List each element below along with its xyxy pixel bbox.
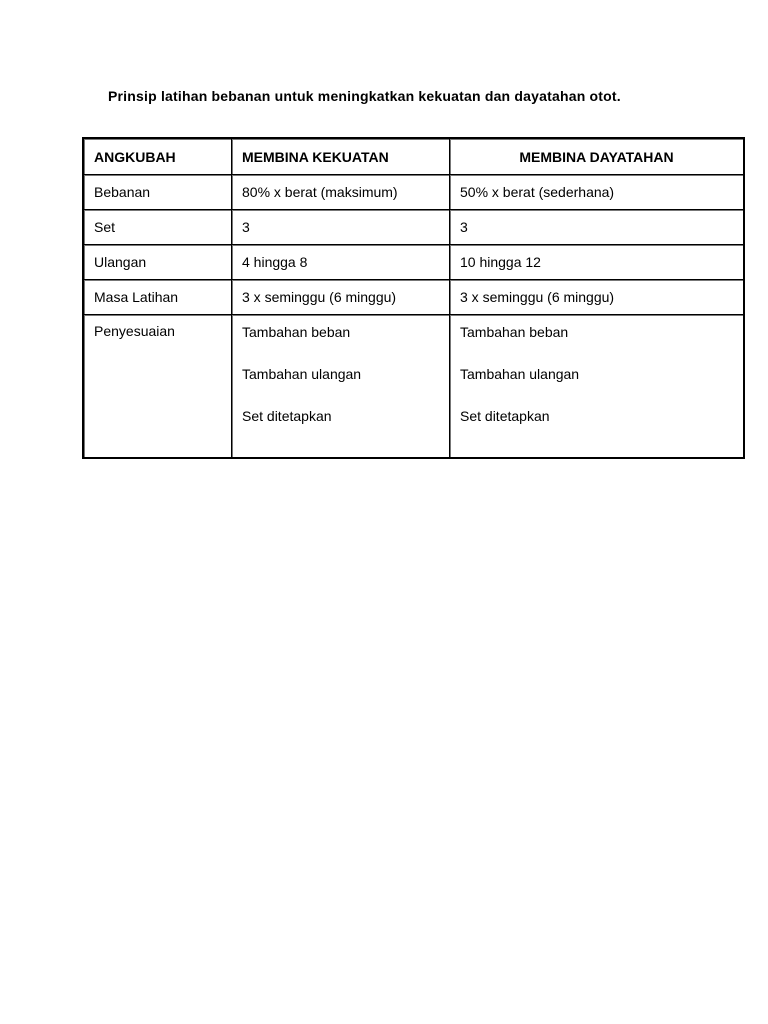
table-cell: 80% x berat (maksimum): [232, 175, 450, 210]
cell-line: Tambahan beban: [242, 324, 351, 340]
table-cell: 50% x berat (sederhana): [450, 175, 745, 210]
header-membina-kekuatan: MEMBINA KEKUATAN: [232, 138, 450, 175]
row-label-ulangan: Ulangan: [83, 245, 232, 280]
table-cell: 3 x seminggu (6 minggu): [450, 280, 745, 315]
cell-line: Set ditetapkan: [460, 408, 550, 424]
table-cell: [232, 315, 450, 459]
cell-line: Tambahan beban: [460, 324, 569, 340]
table-cell: 3: [450, 210, 745, 245]
cell-line: Tambahan ulangan: [242, 366, 362, 382]
row-label-penyesuaian: Penyesuaian: [83, 315, 232, 459]
cell-line: Set ditetapkan: [242, 408, 332, 424]
row-label-masa-latihan: Masa Latihan: [83, 280, 232, 315]
table-cell: 10 hingga 12: [450, 245, 745, 280]
table-cell: 3: [232, 210, 450, 245]
header-membina-dayatahan: MEMBINA DAYATAHAN: [450, 138, 745, 175]
row-label-bebanan: Bebanan: [83, 175, 232, 210]
page-title: Prinsip latihan bebanan untuk meningkatkan kekuatan dan dayatahan otot.: [108, 88, 621, 104]
table-cell: [450, 315, 745, 459]
cell-line: Tambahan ulangan: [460, 366, 580, 382]
table-cell: 3 x seminggu (6 minggu): [232, 280, 450, 315]
table-row: [83, 280, 744, 315]
table-header-row: [83, 138, 744, 175]
row-label-set: Set: [83, 210, 232, 245]
table-row: [83, 175, 744, 210]
table-row: [83, 210, 744, 245]
table-row: [83, 245, 744, 280]
header-angkubah: ANGKUBAH: [83, 138, 232, 175]
table-cell: 4 hingga 8: [232, 245, 450, 280]
table-row: [83, 315, 744, 459]
training-principles-table: [82, 137, 745, 459]
